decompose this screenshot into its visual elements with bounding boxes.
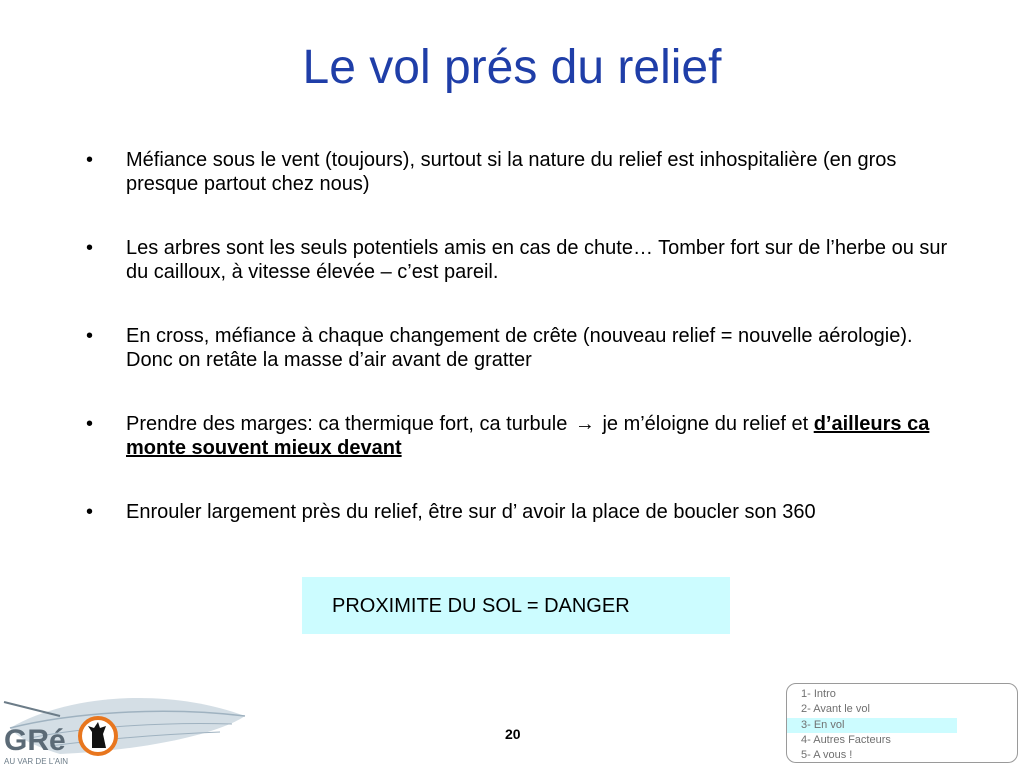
logo-graphic bbox=[0, 688, 250, 768]
bullet-marker: • bbox=[86, 501, 94, 523]
toc-item-autres-facteurs[interactable]: 4- Autres Facteurs bbox=[801, 733, 891, 746]
toc-item-a-vous[interactable]: 5- A vous ! bbox=[801, 749, 853, 762]
section-navigation bbox=[786, 683, 1018, 763]
arrow-right-icon: → bbox=[574, 413, 595, 435]
bullet-marker: • bbox=[86, 149, 94, 171]
bullet-text-after: je m’éloigne du relief et bbox=[602, 413, 809, 435]
bullet-item bbox=[78, 324, 948, 372]
bullet-list bbox=[78, 148, 948, 564]
danger-callout bbox=[302, 577, 730, 634]
bullet-marker: • bbox=[86, 237, 94, 259]
bullet-item bbox=[78, 500, 948, 524]
bullet-item bbox=[78, 412, 948, 460]
bullet-text: Enrouler largement près du relief, être sur d’ avoir la place de boucler son 360 bbox=[126, 501, 816, 523]
toc-item-avant-le-vol[interactable]: 2- Avant le vol bbox=[801, 703, 870, 716]
bullet-text: En cross, méfiance à chaque changement de crête (nouveau relief = nouvelle aérologie). Donc on retâte la masse d’air avant de gratter bbox=[126, 325, 913, 371]
bullet-item bbox=[78, 148, 948, 196]
bullet-item bbox=[78, 236, 948, 284]
bullet-text: Les arbres sont les seuls potentiels amis en cas de chute… Tomber fort sur de l’herbe ou sur du cailloux, à vitesse élevée – c’est pareil. bbox=[126, 237, 948, 283]
toc-item-en-vol[interactable]: 3- En vol bbox=[787, 718, 957, 733]
bullet-marker: • bbox=[86, 413, 94, 435]
toc-item-intro[interactable]: 1- Intro bbox=[801, 688, 836, 700]
bullet-text: Méfiance sous le vent (toujours), surtout si la nature du relief est inhospitalière (en gros presque partout chez nous) bbox=[126, 149, 897, 195]
slide-title: Le vol prés du relief bbox=[302, 41, 722, 94]
bullet-text-before: Prendre des marges: ca thermique fort, ca turbule bbox=[126, 413, 568, 435]
callout-text: PROXIMITE DU SOL = DANGER bbox=[332, 595, 630, 617]
svg-text:GRé: GRé bbox=[4, 724, 66, 757]
bullet-emphasis: d’ailleurs ca monte souvent mieux devant bbox=[126, 413, 930, 459]
page-number: 20 bbox=[505, 726, 521, 742]
bullet-marker: • bbox=[86, 325, 94, 347]
club-logo bbox=[0, 688, 250, 768]
svg-text:AU VAR DE L'AIN: AU VAR DE L'AIN bbox=[4, 757, 69, 766]
